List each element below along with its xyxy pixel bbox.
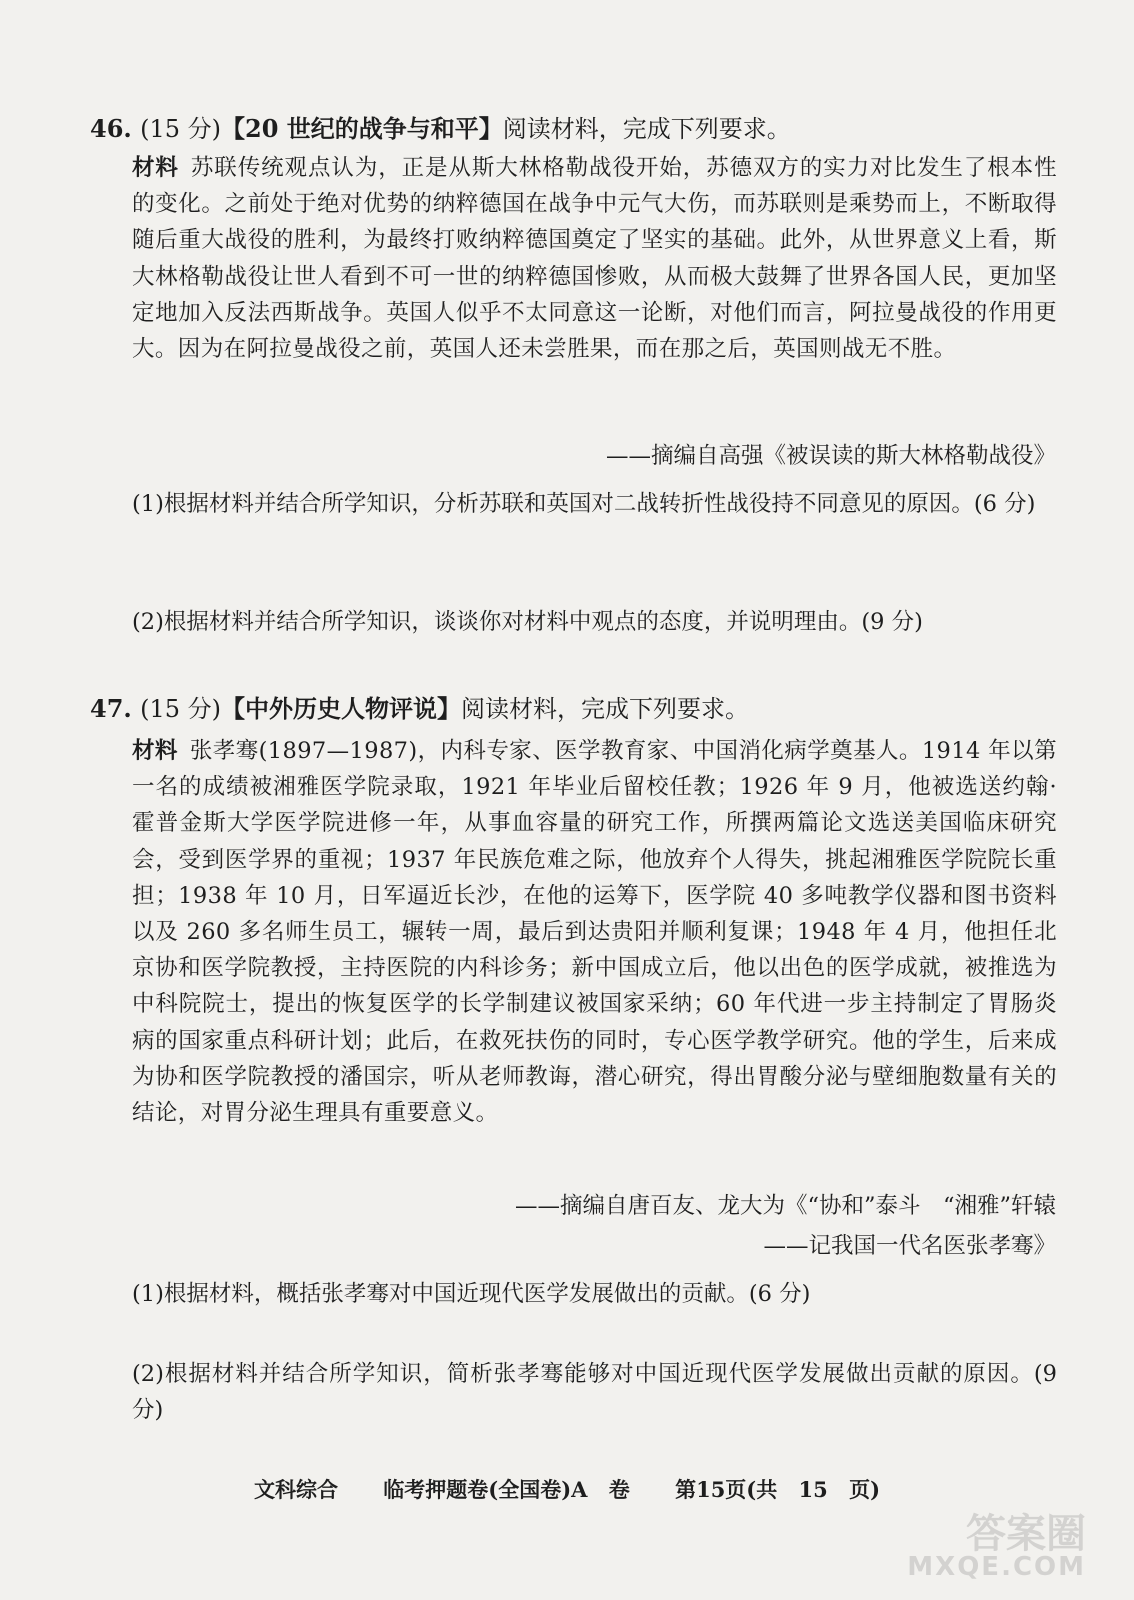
question-47-sub1: (1)根据材料，概括张孝骞对中国近现代医学发展做出的贡献。(6 分) — [132, 1281, 811, 1307]
question-topic: 【中外历史人物评说】 — [221, 694, 462, 723]
question-instruction: 阅读材料，完成下列要求。 — [461, 695, 750, 723]
question-46-material — [132, 150, 1057, 367]
watermark-logo — [907, 1502, 1086, 1582]
question-46-sub2: (2)根据材料并结合所学知识，谈谈你对材料中观点的态度，并说明理由。(9 分) — [132, 609, 923, 635]
page-footer — [0, 1475, 1134, 1505]
footer-page-number: 第15页(共 15 页) — [675, 1477, 881, 1502]
question-47-sub2: (2)根据材料并结合所学知识，简析张孝骞能够对中国近现代医学发展做出贡献的原因。(9 分) — [132, 1361, 1057, 1423]
question-46-source: ——摘编自高强《被误读的斯大林格勒战役》 — [605, 443, 1056, 469]
footer-paper: 临考押题卷(全国卷)A 卷 — [383, 1477, 630, 1502]
question-47-source-line2: ——记我国一代名医张孝骞》 — [763, 1233, 1056, 1259]
question-topic: 【20 世纪的战争与和平】 — [221, 114, 503, 143]
question-number: 47. — [90, 694, 132, 723]
question-47-material — [132, 733, 1057, 1131]
question-score: (15 分) — [140, 695, 222, 723]
material-label: 材料 — [132, 738, 178, 764]
question-number: 46. — [90, 114, 132, 143]
question-47-header — [90, 692, 749, 726]
material-text: 苏联传统观点认为，正是从斯大林格勒战役开始，苏德双方的实力对比发生了根本性的变化。之前处于绝对优势的纳粹德国在战争中元气大伤，而苏联则是乘势而上，不断取得随后重大战役的胜利，为最终打败纳粹德国奠定了坚实的基础。此外，从世界意义上看，斯大林格勒战役让世人看到不可一世的纳粹德国惨败，从而极大鼓舞了世界各国人民，更加坚定地加入反法西斯战争。英国人似乎不太同意这一论断，对他们而言，阿拉曼战役的作用更大。因为在阿拉曼战役之前，英国人还未尝胜果，而在那之后，英国则战无不胜。 — [132, 155, 1057, 363]
question-score: (15 分) — [140, 115, 222, 143]
question-46-header — [90, 112, 791, 146]
material-label: 材料 — [132, 155, 179, 181]
watermark-cn: 答案圈 — [966, 1511, 1086, 1557]
question-47-source-line1: ——摘编自唐百友、龙大为《“协和”泰斗 “湘雅”轩辕 — [514, 1193, 1056, 1219]
watermark-en: MXQE.COM — [907, 1552, 1086, 1582]
footer-subject: 文科综合 — [253, 1477, 338, 1502]
question-46-sub1: (1)根据材料并结合所学知识，分析苏联和英国对二战转折性战役持不同意见的原因。(6 分) — [132, 491, 1036, 517]
question-instruction: 阅读材料，完成下列要求。 — [502, 115, 791, 143]
material-text: 张孝骞(1897—1987)，内科专家、医学教育家、中国消化病学奠基人。1914 年以第一名的成绩被湘雅医学院录取，1921 年毕业后留校任教；1926 年 9 月，他被选送约翰·霍普金斯大学医学院进修一年，从事血容量的研究工作，所撰两篇论文选送美国临床研究会，受到医学界的重视；1937 年民族危难之际，他放弃个人得失，挑起湘雅医学院院长重担；1938 年 10 月，日军逼近长沙，在他的运筹下，医学院 40 多吨教学仪器和图书资料以及 260 多名师生员工，辗转一周，最后到达贵阳并顺利复课；1948 年 4 月，他担任北京协和医学院教授，主持医院的内科诊务；新中国成立后，他以出色的医学成就，被推选为中科院院士，提出的恢复医学的长学制建议被国家采纳；60 年代进一步主持制定了胃肠炎病的国家重点科研计划；此后，在救死扶伤的同时，专心医学教学研究。他的学生，后来成为协和医学院教授的潘国宗，听从老师教诲，潜心研究，得出胃酸分泌与壁细胞数量有关的结论，对胃分泌生理具有重要意义。 — [132, 738, 1057, 1127]
